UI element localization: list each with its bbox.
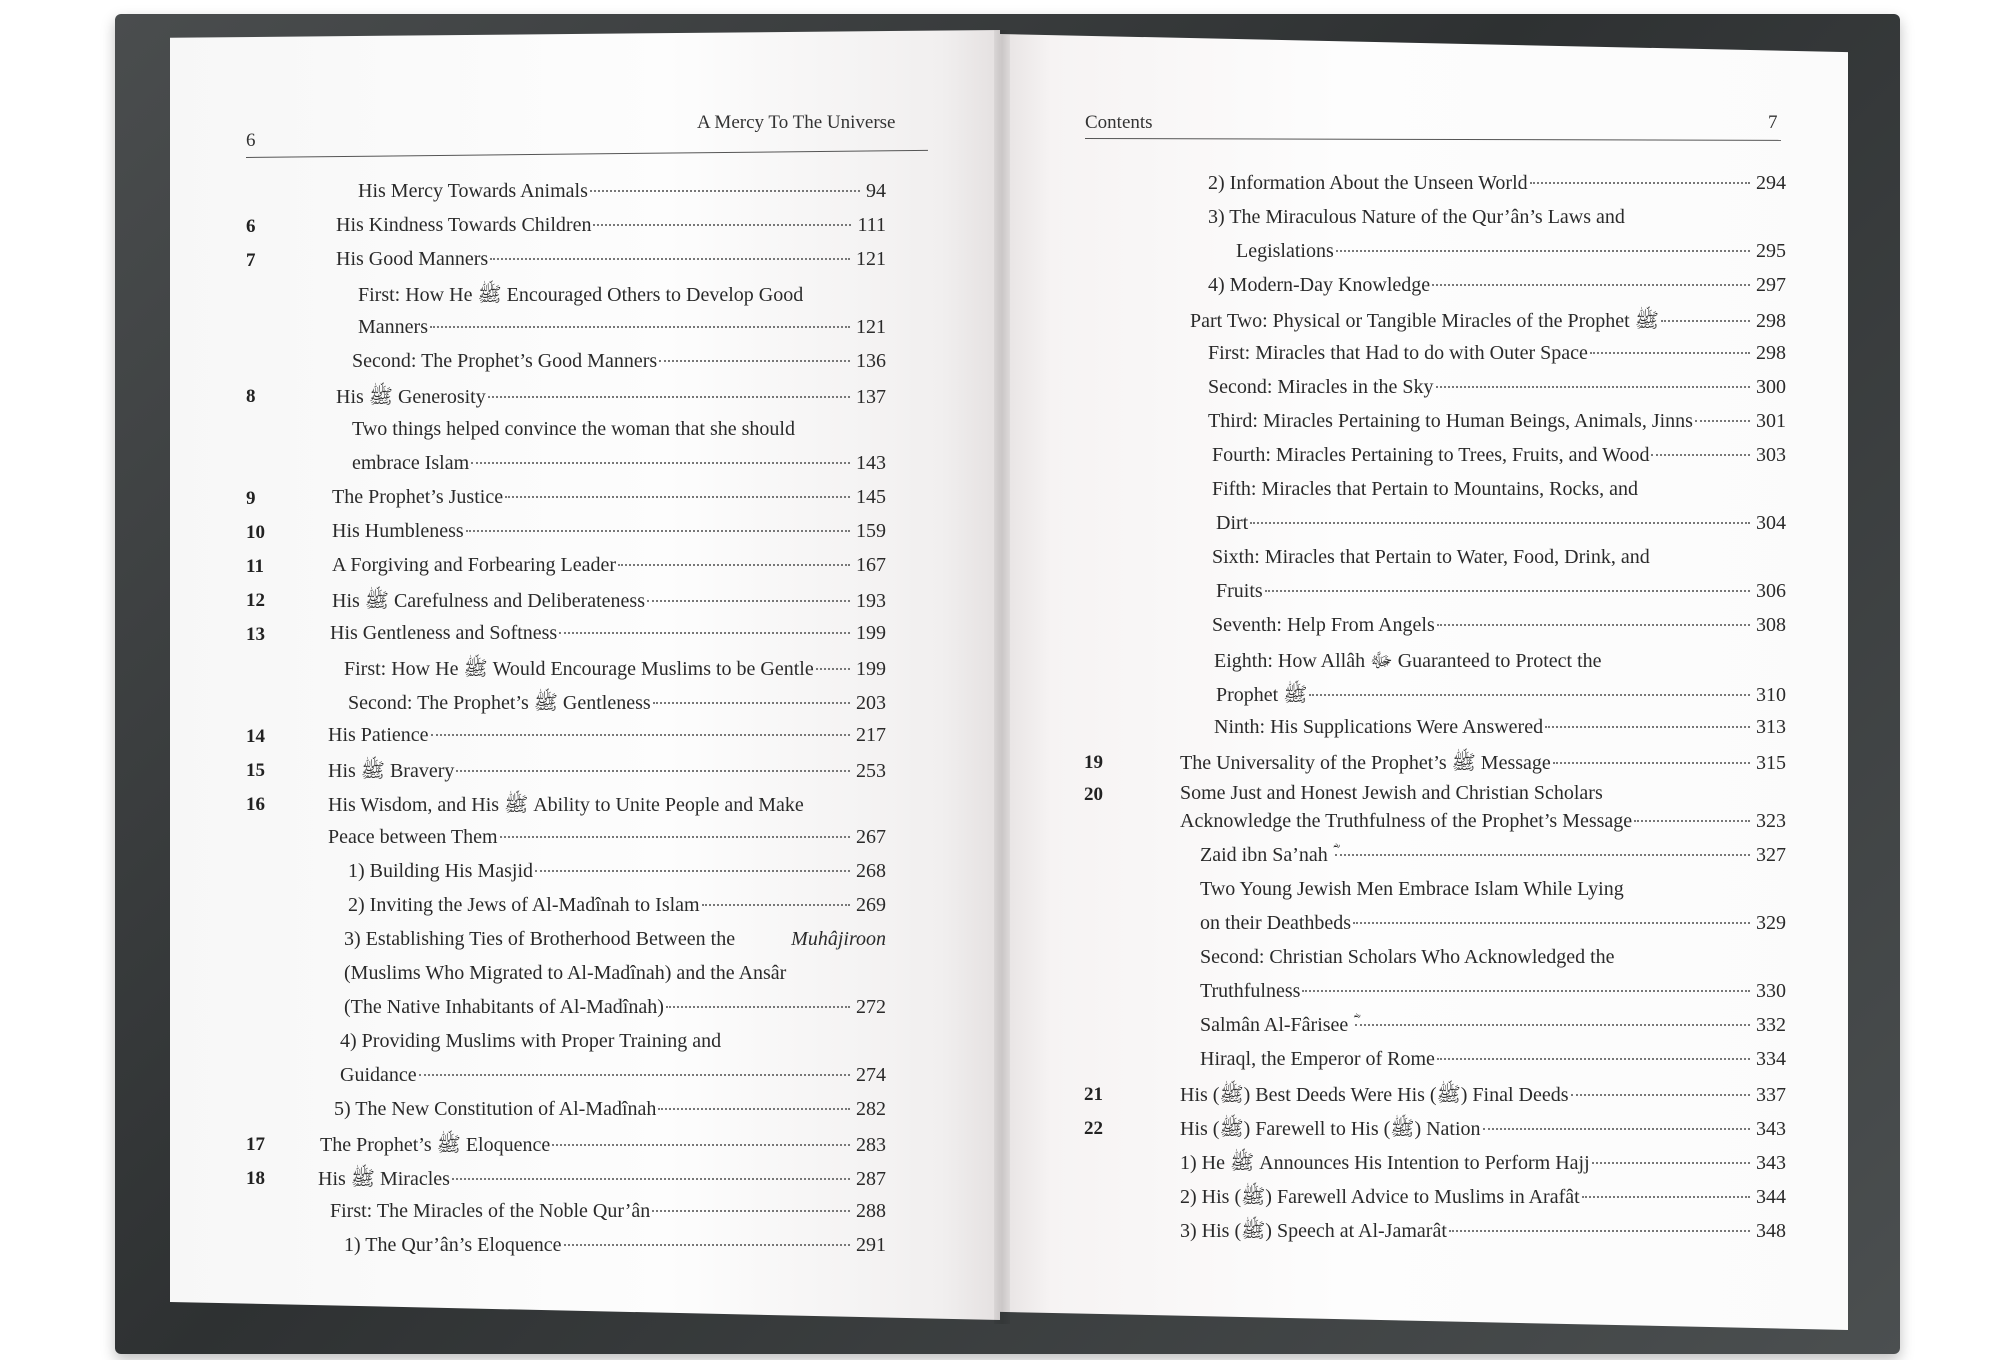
toc-entry-page: 303 <box>1756 444 1786 466</box>
chapter-number: 17 <box>246 1134 265 1155</box>
chapter-number: 19 <box>1084 752 1103 773</box>
toc-entry <box>358 180 886 203</box>
dot-leader <box>490 257 850 260</box>
toc-entry-title: Prophet ﷺ <box>1216 684 1308 706</box>
toc-entry <box>1236 240 1786 263</box>
toc-entry <box>340 1064 886 1087</box>
toc-entry <box>358 316 886 339</box>
toc-entry-page: 143 <box>856 452 886 474</box>
toc-entry-title: His Good Manners <box>336 248 489 270</box>
toc-entry-title: His Patience <box>328 724 429 746</box>
toc-entry-title: Fourth: Miracles Pertaining to Trees, Fruits, and Wood <box>1212 444 1650 466</box>
dot-leader <box>702 903 850 906</box>
toc-entry-title: Truthfulness <box>1200 980 1301 1002</box>
toc-entry-page: 121 <box>856 316 886 338</box>
toc-entry-page: 199 <box>856 622 886 644</box>
toc-entry-title: First: The Miracles of the Noble Qur’ân <box>330 1200 651 1222</box>
toc-entry-page: 283 <box>856 1134 886 1156</box>
dot-leader <box>659 359 850 362</box>
right-page-number: 7 <box>1768 112 1778 133</box>
toc-entry <box>332 588 886 617</box>
dot-leader <box>1437 1057 1750 1060</box>
toc-entry-page: 306 <box>1756 580 1786 602</box>
dot-leader <box>1250 521 1750 524</box>
toc-entry-page: 253 <box>856 760 886 782</box>
toc-entry-title: The Prophet’s Justice <box>332 486 504 508</box>
dot-leader <box>1336 249 1750 252</box>
toc-entry-title: His ﷺ Carefulness and Deliberateness <box>332 590 645 612</box>
toc-entry-title: Two Young Jewish Men Embrace Islam While Lying <box>1200 878 1624 900</box>
toc-entry <box>332 554 886 577</box>
toc-entry-title: (Muslims Who Migrated to Al-Madînah) and the Ansâr <box>344 962 787 984</box>
dot-leader <box>505 495 850 498</box>
toc-entry <box>340 1030 886 1053</box>
toc-entry <box>328 792 886 821</box>
toc-entry <box>336 214 886 237</box>
dot-leader <box>1483 1127 1750 1130</box>
toc-entry-page: 298 <box>1756 310 1786 332</box>
toc-entry-title: Ninth: His Supplications Were Answered <box>1214 716 1544 738</box>
toc-entry-page: 334 <box>1756 1048 1786 1070</box>
dot-leader <box>456 769 850 772</box>
dot-leader <box>1436 385 1750 388</box>
dot-leader <box>535 869 850 872</box>
toc-entry <box>1180 782 1786 805</box>
toc-entry <box>1216 512 1786 535</box>
toc-entry <box>1208 410 1786 433</box>
dot-leader <box>1530 181 1750 184</box>
dot-leader <box>1651 453 1750 456</box>
toc-entry-page: 282 <box>856 1098 886 1120</box>
toc-entry-title: on their Deathbeds <box>1200 912 1352 934</box>
toc-entry <box>1208 172 1786 195</box>
dot-leader <box>618 563 850 566</box>
toc-entry-title: Hiraql, the Emperor of Rome <box>1200 1048 1435 1070</box>
dot-leader <box>593 223 851 226</box>
toc-entry-page: 308 <box>1756 614 1786 636</box>
toc-entry-page: 269 <box>856 894 886 916</box>
toc-entry-title: 2) Inviting the Jews of Al-Madînah to Islam <box>348 894 700 916</box>
toc-entry <box>344 656 886 685</box>
toc-entry-title: 2) His (ﷺ) Farewell Advice to Muslims in Arafât <box>1180 1186 1580 1208</box>
toc-entry <box>330 622 886 645</box>
toc-entry-page: 310 <box>1756 684 1786 706</box>
toc-entry-page: 287 <box>856 1168 886 1190</box>
toc-entry-page: 332 <box>1756 1014 1786 1036</box>
chapter-number: 10 <box>246 522 265 543</box>
toc-entry-title: 1) Building His Masjid <box>348 860 534 882</box>
toc-entry <box>328 724 886 747</box>
toc-entry-title: First: How He ﷺ Would Encourage Muslims to be Gentle <box>344 658 814 680</box>
dot-leader <box>1590 351 1750 354</box>
toc-entry-page: 330 <box>1756 980 1786 1002</box>
toc-entry-title: First: Miracles that Had to do with Outer Space <box>1208 342 1588 364</box>
toc-entry <box>1180 1082 1786 1111</box>
dot-leader <box>1553 761 1750 764</box>
toc-entry-page: 323 <box>1756 810 1786 832</box>
toc-entry-title: 3) The Miraculous Nature of the Qur’ân’s Laws and <box>1208 206 1625 228</box>
toc-entry-page: 329 <box>1756 912 1786 934</box>
chapter-number: 9 <box>246 488 256 509</box>
toc-entry-page: 297 <box>1756 274 1786 296</box>
toc-entry-page: 343 <box>1756 1118 1786 1140</box>
dot-leader <box>1302 989 1750 992</box>
toc-entry-page: 145 <box>856 486 886 508</box>
toc-entry-page: 344 <box>1756 1186 1786 1208</box>
toc-entry <box>1200 878 1786 901</box>
dot-leader <box>1661 319 1750 322</box>
toc-entry <box>344 996 886 1019</box>
toc-entry-page: 136 <box>856 350 886 372</box>
toc-entry-page: 300 <box>1756 376 1786 398</box>
toc-entry <box>320 1132 886 1161</box>
toc-entry-title: His ﷺ Miracles <box>318 1168 450 1190</box>
toc-entry-title: Part Two: Physical or Tangible Miracles of the Prophet ﷺ <box>1190 310 1659 332</box>
toc-entry-page: 193 <box>856 590 886 612</box>
toc-entry-title: His Wisdom, and His ﷺ Ability to Unite People and Make <box>328 794 804 816</box>
toc-entry <box>1180 1184 1786 1213</box>
chapter-number: 6 <box>246 216 256 237</box>
toc-entry <box>1214 648 1786 677</box>
toc-entry <box>1216 682 1786 711</box>
toc-entry <box>1180 810 1786 833</box>
toc-entry-title: Acknowledge the Truthfulness of the Prophet’s Message <box>1180 810 1633 832</box>
toc-entry-page: 291 <box>856 1234 886 1256</box>
toc-entry-title: (The Native Inhabitants of Al-Madînah) <box>344 996 664 1018</box>
toc-entry <box>332 486 886 509</box>
toc-entry-title: Seventh: Help From Angels <box>1212 614 1435 636</box>
toc-entry-page: 327 <box>1756 844 1786 866</box>
toc-entry-page: 272 <box>856 996 886 1018</box>
dot-leader <box>1265 589 1750 592</box>
dot-leader <box>471 461 850 464</box>
toc-entry-title: His Kindness Towards Children <box>336 214 592 236</box>
toc-entry-page: 203 <box>856 692 886 714</box>
toc-entry-title: 4) Modern-Day Knowledge <box>1208 274 1431 296</box>
toc-entry-title: His ﷺ Generosity <box>336 386 486 408</box>
dot-leader <box>452 1177 850 1180</box>
toc-entry-title: Sixth: Miracles that Pertain to Water, Food, Drink, and <box>1212 546 1650 568</box>
toc-entry-title: Guidance <box>340 1064 417 1086</box>
toc-entry-title: Fifth: Miracles that Pertain to Mountains, Rocks, and <box>1212 478 1639 500</box>
dot-leader <box>816 667 850 670</box>
chapter-number: 11 <box>246 556 264 577</box>
toc-entry-title: Second: The Prophet’s Good Manners <box>352 350 658 372</box>
toc-entry-title: 3) Establishing Ties of Brotherhood Between the <box>344 928 736 950</box>
toc-entry-title: Two things helped convince the woman that she should <box>352 418 795 440</box>
toc-entry <box>328 826 886 849</box>
toc-entry-title: Fruits <box>1216 580 1263 602</box>
toc-entry-page: 94 <box>866 180 886 202</box>
toc-entry-page: 159 <box>856 520 886 542</box>
toc-entry <box>1208 376 1786 399</box>
toc-entry-page: 313 <box>1756 716 1786 738</box>
toc-entry-page: 343 <box>1756 1152 1786 1174</box>
toc-entry <box>336 248 886 271</box>
toc-entry-page: 294 <box>1756 172 1786 194</box>
toc-entry <box>1200 946 1786 969</box>
toc-entry <box>1216 580 1786 603</box>
toc-entry-page: 298 <box>1756 342 1786 364</box>
toc-entry <box>348 690 886 719</box>
toc-entry <box>352 418 886 441</box>
dot-leader <box>1545 725 1750 728</box>
dot-leader <box>1309 693 1750 696</box>
toc-entry-page: 167 <box>856 554 886 576</box>
dot-leader <box>1634 819 1750 822</box>
dot-leader <box>1355 1023 1750 1026</box>
toc-entry-title: His (ﷺ) Best Deeds Were His (ﷺ) Final Deeds <box>1180 1084 1569 1106</box>
toc-entry <box>352 452 886 475</box>
toc-entry-title-italic: Muhâjiroon <box>786 928 886 950</box>
toc-entry <box>1212 478 1786 501</box>
dot-leader <box>466 529 850 532</box>
toc-entry-title: His ﷺ Bravery <box>328 760 455 782</box>
toc-entry-title: The Prophet’s ﷺ Eloquence <box>320 1134 551 1156</box>
toc-entry-title: 1) He ﷺ Announces His Intention to Perform Hajj <box>1180 1152 1590 1174</box>
toc-entry-page: 267 <box>856 826 886 848</box>
dot-leader <box>653 701 850 704</box>
toc-entry-title: Some Just and Honest Jewish and Christian Scholars <box>1180 782 1603 804</box>
dot-leader <box>552 1143 850 1146</box>
toc-entry <box>344 1234 886 1257</box>
toc-entry <box>1200 912 1786 935</box>
chapter-number: 22 <box>1084 1118 1103 1139</box>
toc-entry-page: 348 <box>1756 1220 1786 1242</box>
toc-entry <box>318 1166 886 1195</box>
toc-entry-page: 304 <box>1756 512 1786 534</box>
toc-entry-title: Dirt <box>1216 512 1249 534</box>
dot-leader <box>666 1005 850 1008</box>
toc-entry <box>330 1200 886 1223</box>
toc-entry-title: Manners <box>358 316 428 338</box>
toc-entry <box>358 282 886 311</box>
dot-leader <box>1592 1161 1750 1164</box>
toc-entry-title: His Humbleness <box>332 520 464 542</box>
left-page-number: 6 <box>246 130 256 151</box>
toc-entry-page: 121 <box>856 248 886 270</box>
toc-entry <box>1200 980 1786 1003</box>
toc-entry-title: His Gentleness and Softness <box>330 622 558 644</box>
chapter-number: 18 <box>246 1168 265 1189</box>
toc-entry <box>1208 342 1786 365</box>
dot-leader <box>652 1209 850 1212</box>
chapter-number: 8 <box>246 386 256 407</box>
dot-leader <box>419 1073 850 1076</box>
toc-entry <box>1180 750 1786 779</box>
toc-entry-title: Second: Miracles in the Sky <box>1208 376 1434 398</box>
toc-entry <box>1212 546 1786 569</box>
left-running-head: A Mercy To The Universe <box>697 112 896 133</box>
toc-entry-page: 137 <box>856 386 886 408</box>
toc-entry <box>1212 444 1786 467</box>
toc-entry <box>344 962 886 985</box>
toc-entry <box>1180 1116 1786 1145</box>
dot-leader <box>1353 921 1750 924</box>
dot-leader <box>647 599 850 602</box>
toc-entry-page: 295 <box>1756 240 1786 262</box>
dot-leader <box>1449 1229 1750 1232</box>
dot-leader <box>559 631 850 634</box>
toc-entry-page: 268 <box>856 860 886 882</box>
dot-leader <box>564 1243 850 1246</box>
toc-entry-page: 288 <box>856 1200 886 1222</box>
dot-leader <box>488 395 850 398</box>
toc-entry-page: 301 <box>1756 410 1786 432</box>
toc-entry-page: 274 <box>856 1064 886 1086</box>
toc-entry-title: Second: The Prophet’s ﷺ Gentleness <box>348 692 651 714</box>
toc-entry <box>332 520 886 543</box>
dot-leader <box>1437 623 1750 626</box>
toc-entry-title: Salmân Al-Fârisee ؓ <box>1200 1014 1354 1036</box>
toc-entry-title: The Universality of the Prophet’s ﷺ Message <box>1180 752 1551 774</box>
toc-entry <box>344 928 886 951</box>
toc-entry-title: Legislations <box>1236 240 1334 262</box>
toc-entry-title: A Forgiving and Forbearing Leader <box>332 554 617 576</box>
toc-entry <box>348 860 886 883</box>
toc-entry <box>348 894 886 917</box>
right-running-head: Contents <box>1085 112 1153 133</box>
toc-entry-title: First: How He ﷺ Encouraged Others to Develop Good <box>358 284 804 306</box>
dot-leader <box>500 835 850 838</box>
toc-entry-title: His Mercy Towards Animals <box>358 180 588 202</box>
chapter-number: 21 <box>1084 1084 1103 1105</box>
toc-entry-title: 3) His (ﷺ) Speech at Al-Jamarât <box>1180 1220 1447 1242</box>
toc-entry-title: 4) Providing Muslims with Proper Training and <box>340 1030 722 1052</box>
toc-entry <box>1180 1218 1786 1247</box>
toc-entry-title: Eighth: How Allâh ﷻ Guaranteed to Protect the <box>1214 650 1602 672</box>
chapter-number: 12 <box>246 590 265 611</box>
toc-entry <box>336 384 886 413</box>
toc-entry-title: His (ﷺ) Farewell to His (ﷺ) Nation <box>1180 1118 1481 1140</box>
toc-entry <box>1200 1048 1786 1071</box>
dot-leader <box>1432 283 1750 286</box>
toc-entry <box>334 1098 886 1121</box>
toc-entry-page: 315 <box>1756 752 1786 774</box>
toc-entry-title: 2) Information About the Unseen World <box>1208 172 1528 194</box>
toc-entry <box>1190 308 1786 337</box>
toc-entry-title: 5) The New Constitution of Al-Madînah <box>334 1098 657 1120</box>
toc-entry <box>1212 614 1786 637</box>
book-gutter <box>994 30 1010 1324</box>
toc-entry <box>352 350 886 373</box>
dot-leader <box>1335 853 1750 856</box>
toc-entry <box>1180 1150 1786 1179</box>
chapter-number: 20 <box>1084 784 1103 805</box>
chapter-number: 14 <box>246 726 265 747</box>
dot-leader <box>1582 1195 1750 1198</box>
toc-entry-page: 217 <box>856 724 886 746</box>
dot-leader <box>1571 1093 1750 1096</box>
toc-entry-title: Peace between Them <box>328 826 498 848</box>
dot-leader <box>1695 419 1750 422</box>
chapter-number: 15 <box>246 760 265 781</box>
dot-leader <box>590 189 860 192</box>
toc-entry-page: 337 <box>1756 1084 1786 1106</box>
toc-entry <box>1214 716 1786 739</box>
toc-entry <box>1208 206 1786 229</box>
toc-entry-title: Zaid ibn Sa’nah ؓ <box>1200 844 1333 866</box>
toc-entry <box>1200 844 1786 867</box>
toc-entry-page: 199 <box>856 658 886 680</box>
dot-leader <box>431 733 850 736</box>
toc-entry <box>328 758 886 787</box>
toc-entry-title: embrace Islam <box>352 452 470 474</box>
toc-entry <box>1208 274 1786 297</box>
toc-entry-page: 111 <box>857 214 886 236</box>
toc-entry-title: Second: Christian Scholars Who Acknowledged the <box>1200 946 1615 968</box>
toc-entry <box>1200 1014 1786 1037</box>
dot-leader <box>430 325 850 328</box>
chapter-number: 16 <box>246 794 265 815</box>
toc-entry-title: 1) The Qur’ân’s Eloquence <box>344 1234 562 1256</box>
chapter-number: 13 <box>246 624 265 645</box>
dot-leader <box>658 1107 850 1110</box>
chapter-number: 7 <box>246 250 256 271</box>
toc-entry-title: Third: Miracles Pertaining to Human Beings, Animals, Jinns <box>1208 410 1693 432</box>
